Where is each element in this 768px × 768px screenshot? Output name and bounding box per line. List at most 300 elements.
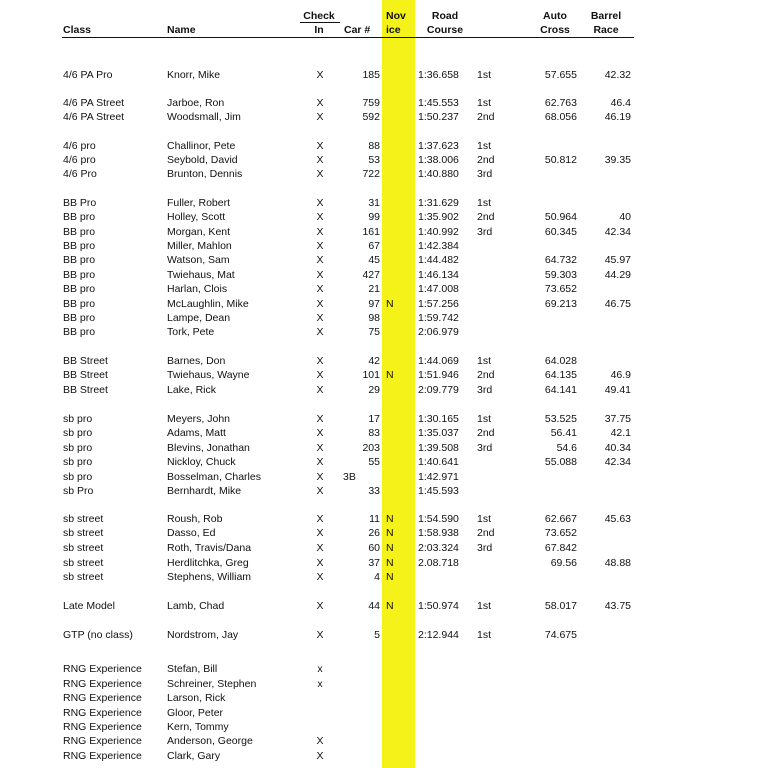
novice-cell: N xyxy=(386,557,394,569)
road-course-time-cell: 1:45.593 xyxy=(418,485,459,497)
name-cell: Roth, Travis/Dana xyxy=(167,542,252,554)
novice-cell: N xyxy=(386,513,394,525)
barrel-race-cell: 45.63 xyxy=(604,513,631,525)
road-course-time-cell: 1:51.946 xyxy=(418,369,459,381)
table-row xyxy=(0,706,768,720)
check-in-cell: X xyxy=(316,140,324,152)
class-cell: BB pro xyxy=(63,254,96,266)
novice-cell: N xyxy=(386,542,394,554)
check-in-cell: X xyxy=(316,240,324,252)
car-number-cell: 98 xyxy=(368,312,380,324)
road-course-place-cell: 1st xyxy=(477,413,492,425)
road-course-time-cell: 1:45.553 xyxy=(418,97,459,109)
table-row xyxy=(0,153,768,167)
check-in-cell: X xyxy=(316,254,324,266)
table-row xyxy=(0,599,768,613)
class-cell: sb street xyxy=(63,513,104,525)
table-row xyxy=(0,239,768,253)
name-cell: Twiehaus, Mat xyxy=(167,269,235,281)
name-cell: Morgan, Kent xyxy=(167,226,231,238)
header-novice-top: Nov xyxy=(386,10,406,22)
road-course-time-cell: 2:06.979 xyxy=(418,326,459,338)
barrel-race-cell: 42.1 xyxy=(610,427,631,439)
road-course-time-cell: 1:59.742 xyxy=(418,312,459,324)
road-course-time-cell: 2:09.779 xyxy=(418,384,459,396)
name-cell: Miller, Mahlon xyxy=(167,240,232,252)
header-barrel-bottom: Race xyxy=(593,24,619,36)
class-cell: RNG Experience xyxy=(63,721,142,733)
table-row xyxy=(0,628,768,642)
name-cell: Meyers, John xyxy=(167,413,231,425)
road-course-time-cell: 1:58.938 xyxy=(418,527,459,539)
table-row xyxy=(0,556,768,570)
check-in-cell: X xyxy=(316,355,324,367)
novice-cell: N xyxy=(386,298,394,310)
name-cell: Knorr, Mike xyxy=(167,69,221,81)
car-number-cell: 185 xyxy=(362,69,380,81)
road-course-place-cell: 2nd xyxy=(477,527,495,539)
car-number-cell: 55 xyxy=(368,456,380,468)
table-row xyxy=(0,383,768,397)
name-cell: Bosselman, Charles xyxy=(167,471,261,483)
name-cell: Jarboe, Ron xyxy=(167,97,225,109)
road-course-place-cell: 2nd xyxy=(477,111,495,123)
class-cell: BB pro xyxy=(63,283,96,295)
road-course-time-cell: 1:36.658 xyxy=(418,69,459,81)
autocross-cell: 64.732 xyxy=(544,254,577,266)
class-cell: BB Street xyxy=(63,369,108,381)
road-course-place-cell: 1st xyxy=(477,97,492,109)
autocross-cell: 60.345 xyxy=(544,226,577,238)
name-cell: Stephens, William xyxy=(167,571,252,583)
car-number-cell: 759 xyxy=(362,97,380,109)
class-cell: 4/6 PA Pro xyxy=(63,69,113,81)
car-number-cell: 21 xyxy=(368,283,380,295)
class-cell: RNG Experience xyxy=(63,678,142,690)
barrel-race-cell: 45.97 xyxy=(604,254,631,266)
header-auto-top: Auto xyxy=(543,10,567,22)
table-row xyxy=(0,311,768,325)
novice-cell: N xyxy=(386,369,394,381)
autocross-cell: 58.017 xyxy=(544,600,577,612)
check-in-cell: X xyxy=(316,369,324,381)
check-in-cell: X xyxy=(316,69,324,81)
autocross-cell: 73.652 xyxy=(544,527,577,539)
car-number-cell: 53 xyxy=(368,154,380,166)
class-cell: 4/6 pro xyxy=(63,140,96,152)
header-check-top: Check xyxy=(303,10,335,22)
check-in-cell: X xyxy=(316,197,324,209)
name-cell: Clark, Gary xyxy=(167,750,221,762)
table-row xyxy=(0,110,768,124)
name-cell: Lampe, Dean xyxy=(167,312,231,324)
autocross-cell: 69.56 xyxy=(550,557,577,569)
autocross-cell: 73.652 xyxy=(544,283,577,295)
car-number-cell: 5 xyxy=(374,629,380,641)
check-in-cell: X xyxy=(316,312,324,324)
autocross-cell: 62.667 xyxy=(544,513,577,525)
name-cell: Roush, Rob xyxy=(167,513,223,525)
car-number-cell: 31 xyxy=(368,197,380,209)
road-course-time-cell: 2:03.324 xyxy=(418,542,459,554)
class-cell: sb pro xyxy=(63,427,93,439)
autocross-cell: 64.135 xyxy=(544,369,577,381)
class-cell: RNG Experience xyxy=(63,735,142,747)
table-row xyxy=(0,412,768,426)
name-cell: McLaughlin, Mike xyxy=(167,298,249,310)
autocross-cell: 50.964 xyxy=(544,211,577,223)
road-course-time-cell: 1:39.508 xyxy=(418,442,459,454)
table-row xyxy=(0,368,768,382)
road-course-time-cell: 2:12.944 xyxy=(418,629,459,641)
road-course-place-cell: 3rd xyxy=(477,442,493,454)
car-number-cell: 67 xyxy=(368,240,380,252)
novice-cell: N xyxy=(386,571,394,583)
road-course-place-cell: 2nd xyxy=(477,369,495,381)
road-course-place-cell: 1st xyxy=(477,140,492,152)
road-course-time-cell: 1:47.008 xyxy=(418,283,459,295)
barrel-race-cell: 46.9 xyxy=(610,369,631,381)
table-row xyxy=(0,526,768,540)
car-number-cell: 17 xyxy=(368,413,380,425)
name-cell: Anderson, George xyxy=(167,735,253,747)
road-course-time-cell: 1:42.384 xyxy=(418,240,459,252)
class-cell: sb pro xyxy=(63,471,93,483)
class-cell: sb pro xyxy=(63,413,93,425)
name-cell: Holley, Scott xyxy=(167,211,226,223)
autocross-cell: 64.141 xyxy=(544,384,577,396)
car-number-cell: 161 xyxy=(362,226,380,238)
table-row xyxy=(0,196,768,210)
class-cell: RNG Experience xyxy=(63,663,142,675)
road-course-place-cell: 1st xyxy=(477,513,492,525)
table-row xyxy=(0,282,768,296)
barrel-race-cell: 43.75 xyxy=(604,600,631,612)
name-cell: Herdlitchka, Greg xyxy=(167,557,249,569)
road-course-time-cell: 1:46.134 xyxy=(418,269,459,281)
name-cell: Stefan, Bill xyxy=(167,663,218,675)
header-class: Class xyxy=(63,24,92,36)
barrel-race-cell: 42.32 xyxy=(604,69,631,81)
check-in-cell: X xyxy=(316,456,324,468)
class-cell: RNG Experience xyxy=(63,750,142,762)
road-course-time-cell: 1:38.006 xyxy=(418,154,459,166)
novice-cell: N xyxy=(386,600,394,612)
check-in-cell: X xyxy=(316,485,324,497)
header-car: Car # xyxy=(344,24,371,36)
road-course-time-cell: 1:40.880 xyxy=(418,168,459,180)
table-row xyxy=(0,68,768,82)
autocross-cell: 62.763 xyxy=(544,97,577,109)
barrel-race-cell: 46.19 xyxy=(604,111,631,123)
check-in-cell: X xyxy=(316,226,324,238)
autocross-cell: 57.655 xyxy=(544,69,577,81)
table-row xyxy=(0,210,768,224)
check-in-cell: X xyxy=(316,384,324,396)
table-row xyxy=(0,720,768,734)
road-course-time-cell: 1:50.974 xyxy=(418,600,459,612)
car-number-cell: 97 xyxy=(368,298,380,310)
class-cell: RNG Experience xyxy=(63,692,142,704)
class-cell: 4/6 pro xyxy=(63,154,96,166)
car-number-cell: 4 xyxy=(374,571,380,583)
autocross-cell: 67.842 xyxy=(544,542,577,554)
class-cell: sb pro xyxy=(63,442,93,454)
barrel-race-cell: 49.41 xyxy=(604,384,631,396)
table-row xyxy=(0,268,768,282)
check-in-cell: X xyxy=(316,513,324,525)
check-in-cell: X xyxy=(316,442,324,454)
car-number-cell: 203 xyxy=(362,442,380,454)
class-cell: 4/6 Pro xyxy=(63,168,97,180)
road-course-time-cell: 1:50.237 xyxy=(418,111,459,123)
check-in-cell: X xyxy=(316,283,324,295)
car-number-cell: 26 xyxy=(368,527,380,539)
table-row xyxy=(0,691,768,705)
name-cell: Gloor, Peter xyxy=(167,707,224,719)
road-course-place-cell: 1st xyxy=(477,69,492,81)
barrel-race-cell: 46.4 xyxy=(610,97,631,109)
road-course-place-cell: 2nd xyxy=(477,154,495,166)
road-course-time-cell: 1:35.037 xyxy=(418,427,459,439)
table-row xyxy=(0,470,768,484)
road-course-place-cell: 1st xyxy=(477,629,492,641)
table-row xyxy=(0,225,768,239)
class-cell: sb Pro xyxy=(63,485,94,497)
header-barrel-top: Barrel xyxy=(590,10,622,22)
class-cell: BB pro xyxy=(63,312,96,324)
check-in-cell: X xyxy=(316,427,324,439)
header-name: Name xyxy=(167,24,196,36)
novice-cell: N xyxy=(386,527,394,539)
table-row xyxy=(0,441,768,455)
road-course-time-cell: 1:44.482 xyxy=(418,254,459,266)
road-course-place-cell: 2nd xyxy=(477,427,495,439)
class-cell: 4/6 PA Street xyxy=(63,111,125,123)
check-in-cell: X xyxy=(316,97,324,109)
car-number-cell: 44 xyxy=(368,600,380,612)
class-cell: GTP (no class) xyxy=(63,629,133,641)
check-in-cell: X xyxy=(316,168,324,180)
car-number-cell: 37 xyxy=(368,557,380,569)
name-cell: Nordstrom, Jay xyxy=(167,629,239,641)
header-auto-bottom: Cross xyxy=(540,24,570,36)
car-number-cell: 83 xyxy=(368,427,380,439)
class-cell: sb street xyxy=(63,557,104,569)
road-course-place-cell: 1st xyxy=(477,197,492,209)
road-course-place-cell: 1st xyxy=(477,355,492,367)
check-in-cell: X xyxy=(316,269,324,281)
table-row xyxy=(0,677,768,691)
road-course-place-cell: 3rd xyxy=(477,168,493,180)
road-course-time-cell: 1:42.971 xyxy=(418,471,459,483)
check-in-cell: X xyxy=(316,154,324,166)
autocross-cell: 64.028 xyxy=(544,355,577,367)
barrel-race-cell: 48.88 xyxy=(604,557,631,569)
name-cell: Twiehaus, Wayne xyxy=(167,369,250,381)
check-in-cell: X xyxy=(316,527,324,539)
check-in-cell: X xyxy=(316,326,324,338)
table-row xyxy=(0,749,768,763)
table-row xyxy=(0,96,768,110)
barrel-race-cell: 46.75 xyxy=(604,298,631,310)
car-number-cell: 60 xyxy=(368,542,380,554)
check-in-cell: X xyxy=(316,413,324,425)
barrel-race-cell: 40.34 xyxy=(604,442,631,454)
autocross-cell: 50.812 xyxy=(544,154,577,166)
barrel-race-cell: 37.75 xyxy=(604,413,631,425)
autocross-cell: 69.213 xyxy=(544,298,577,310)
barrel-race-cell: 42.34 xyxy=(604,226,631,238)
name-cell: Harlan, Clois xyxy=(167,283,228,295)
table-row xyxy=(0,455,768,469)
check-in-cell: X xyxy=(316,600,324,612)
table-row xyxy=(0,734,768,748)
road-course-place-cell: 2nd xyxy=(477,211,495,223)
check-in-cell: X xyxy=(316,557,324,569)
road-course-time-cell: 1:54.590 xyxy=(418,513,459,525)
table-row xyxy=(0,354,768,368)
check-in-cell: X xyxy=(316,629,324,641)
name-cell: Blevins, Jonathan xyxy=(167,442,250,454)
class-cell: BB pro xyxy=(63,240,96,252)
class-cell: RNG Experience xyxy=(63,707,142,719)
table-row xyxy=(0,484,768,498)
road-course-time-cell: 1:35.902 xyxy=(418,211,459,223)
class-cell: sb street xyxy=(63,571,104,583)
car-number-cell: 42 xyxy=(368,355,380,367)
barrel-race-cell: 42.34 xyxy=(604,456,631,468)
name-cell: Woodsmall, Jim xyxy=(167,111,241,123)
check-in-cell: x xyxy=(317,663,323,675)
autocross-cell: 53.525 xyxy=(544,413,577,425)
autocross-cell: 54.6 xyxy=(556,442,577,454)
header-road-bottom: Course xyxy=(426,24,464,36)
barrel-race-cell: 39.35 xyxy=(604,154,631,166)
table-row xyxy=(0,297,768,311)
table-row xyxy=(0,167,768,181)
class-cell: BB pro xyxy=(63,298,96,310)
name-cell: Watson, Sam xyxy=(167,254,230,266)
table-row xyxy=(0,426,768,440)
name-cell: Dasso, Ed xyxy=(167,527,216,539)
name-cell: Kern, Tommy xyxy=(167,721,229,733)
class-cell: Late Model xyxy=(63,600,115,612)
road-course-time-cell: 1:57.256 xyxy=(418,298,459,310)
road-course-time-cell: 1:31.629 xyxy=(418,197,459,209)
class-cell: sb street xyxy=(63,542,104,554)
check-in-cell: X xyxy=(316,298,324,310)
car-number-cell: 75 xyxy=(368,326,380,338)
table-row xyxy=(0,139,768,153)
car-number-cell: 427 xyxy=(362,269,380,281)
class-cell: BB pro xyxy=(63,211,96,223)
table-row xyxy=(0,570,768,584)
road-course-time-cell: 1:30.165 xyxy=(418,413,459,425)
class-cell: BB Street xyxy=(63,355,108,367)
name-cell: Nickloy, Chuck xyxy=(167,456,236,468)
road-course-time-cell: 1:37.623 xyxy=(418,140,459,152)
class-cell: sb street xyxy=(63,527,104,539)
car-number-cell: 88 xyxy=(368,140,380,152)
name-cell: Seybold, David xyxy=(167,154,238,166)
car-number-cell: 592 xyxy=(362,111,380,123)
check-in-cell: X xyxy=(316,211,324,223)
road-course-place-cell: 3rd xyxy=(477,384,493,396)
class-cell: BB pro xyxy=(63,226,96,238)
check-in-cell: X xyxy=(316,571,324,583)
autocross-cell: 59.303 xyxy=(544,269,577,281)
car-number-cell: 722 xyxy=(362,168,380,180)
check-in-cell: X xyxy=(316,111,324,123)
road-course-time-cell: 1:40.992 xyxy=(418,226,459,238)
road-course-time-cell: 1:44.069 xyxy=(418,355,459,367)
name-cell: Lamb, Chad xyxy=(167,600,225,612)
table-row xyxy=(0,253,768,267)
check-in-cell: X xyxy=(316,471,324,483)
class-cell: BB pro xyxy=(63,269,96,281)
class-cell: BB Street xyxy=(63,384,108,396)
check-in-cell: X xyxy=(316,750,324,762)
road-course-time-cell: 2.08.718 xyxy=(418,557,459,569)
autocross-cell: 74.675 xyxy=(544,629,577,641)
header-underline xyxy=(62,37,634,38)
name-cell: Fuller, Robert xyxy=(167,197,231,209)
class-cell: BB Pro xyxy=(63,197,97,209)
car-number-cell: 11 xyxy=(369,513,380,525)
header-road-top: Road xyxy=(431,10,459,22)
autocross-cell: 68.056 xyxy=(544,111,577,123)
header-novice-bottom: ice xyxy=(386,24,401,36)
name-cell: Lake, Rick xyxy=(167,384,217,396)
name-cell: Larson, Rick xyxy=(167,692,226,704)
road-course-place-cell: 3rd xyxy=(477,226,493,238)
check-header-underline xyxy=(300,22,340,23)
car-number-cell: 29 xyxy=(368,384,380,396)
barrel-race-cell: 40 xyxy=(619,211,631,223)
table-row xyxy=(0,512,768,526)
car-number-cell: 3B xyxy=(343,471,356,483)
name-cell: Bernhardt, Mike xyxy=(167,485,242,497)
road-course-place-cell: 1st xyxy=(477,600,492,612)
autocross-cell: 55.088 xyxy=(544,456,577,468)
check-in-cell: X xyxy=(316,735,324,747)
car-number-cell: 33 xyxy=(368,485,380,497)
class-cell: 4/6 PA Street xyxy=(63,97,125,109)
barrel-race-cell: 44.29 xyxy=(604,269,631,281)
class-cell: BB pro xyxy=(63,326,96,338)
name-cell: Barnes, Don xyxy=(167,355,226,367)
check-in-cell: x xyxy=(317,678,323,690)
class-cell: sb pro xyxy=(63,456,93,468)
car-number-cell: 45 xyxy=(368,254,380,266)
name-cell: Brunton, Dennis xyxy=(167,168,243,180)
road-course-time-cell: 1:40.641 xyxy=(418,456,459,468)
car-number-cell: 99 xyxy=(368,211,380,223)
check-in-cell: X xyxy=(316,542,324,554)
table-row xyxy=(0,325,768,339)
table-row xyxy=(0,662,768,676)
table-row xyxy=(0,541,768,555)
road-course-place-cell: 3rd xyxy=(477,542,493,554)
car-number-cell: 101 xyxy=(362,369,380,381)
name-cell: Adams, Matt xyxy=(167,427,226,439)
name-cell: Tork, Pete xyxy=(167,326,215,338)
header-check-bottom: In xyxy=(314,24,324,36)
autocross-cell: 56.41 xyxy=(550,427,577,439)
name-cell: Challinor, Pete xyxy=(167,140,236,152)
name-cell: Schreiner, Stephen xyxy=(167,678,257,690)
